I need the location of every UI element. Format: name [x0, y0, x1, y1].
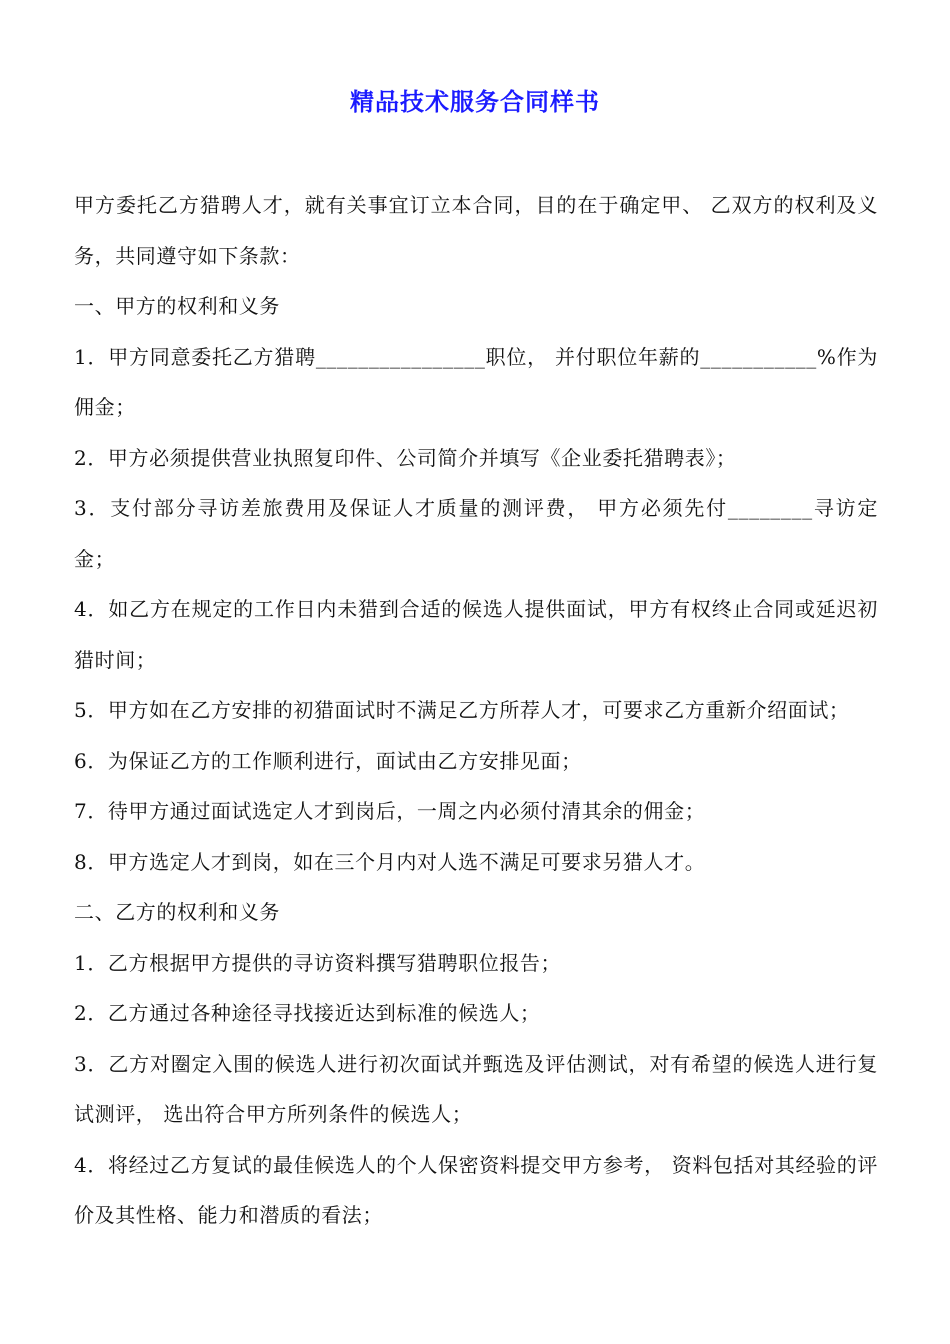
section-heading-party-a: 一、甲方的权利和义务: [74, 294, 280, 318]
clause-a-2: 2．甲方必须提供营业执照复印件、公司简介并填写《企业委托猎聘表》；: [74, 445, 737, 470]
clause-b-2: 2．乙方通过各种途径寻找接近达到标准的候选人；: [74, 1001, 541, 1025]
clause-b-1: 1．乙方根据甲方提供的寻访资料撰写猎聘职位报告；: [74, 950, 562, 975]
clause-b-4: 4．将经过乙方复试的最佳候选人的个人保密资料提交甲方参考， 资料包括对其经验的评价及其性格、能力和潜质的看法；: [74, 1152, 878, 1227]
clause-a-8: 8．甲方选定人才到岗，如在三个月内对人选不满足可要求另猎人才。: [74, 849, 706, 874]
section-heading-party-b: 二、乙方的权利和义务: [74, 900, 280, 924]
clause-a-5: 5．甲方如在乙方安排的初猎面试时不满足乙方所荐人才，可要求乙方重新介绍面试；: [74, 698, 850, 722]
document-title: 精品技术服务合同样书: [350, 88, 600, 116]
document-body: [74, 180, 878, 1241]
clause-b-3: 3．乙方对圈定入围的候选人进行初次面试并甄选及评估测试，对有希望的候选人进行复试测评， 选出符合甲方所列条件的候选人；: [74, 1051, 878, 1126]
intro-paragraph: 甲方委托乙方猎聘人才，就有关事宜订立本合同，目的在于确定甲、 乙双方的权利及义务，共同遵守如下条款：: [74, 193, 878, 268]
clause-a-1: 1．甲方同意委托乙方猎聘________________职位， 并付职位年薪的___________%作为佣金；: [74, 344, 878, 419]
clause-a-4: 4．如乙方在规定的工作日内未猎到合适的候选人提供面试，甲方有权终止合同或延迟初猎时间；: [74, 597, 878, 672]
clause-a-7: 7．待甲方通过面试选定人才到岗后，一周之内必须付清其余的佣金；: [74, 799, 706, 823]
clause-a-3: 3．支付部分寻访差旅费用及保证人才质量的测评费， 甲方必须先付________寻访定金；: [74, 496, 878, 571]
clause-a-6: 6．为保证乙方的工作顺利进行，面试由乙方安排见面；: [74, 748, 582, 773]
